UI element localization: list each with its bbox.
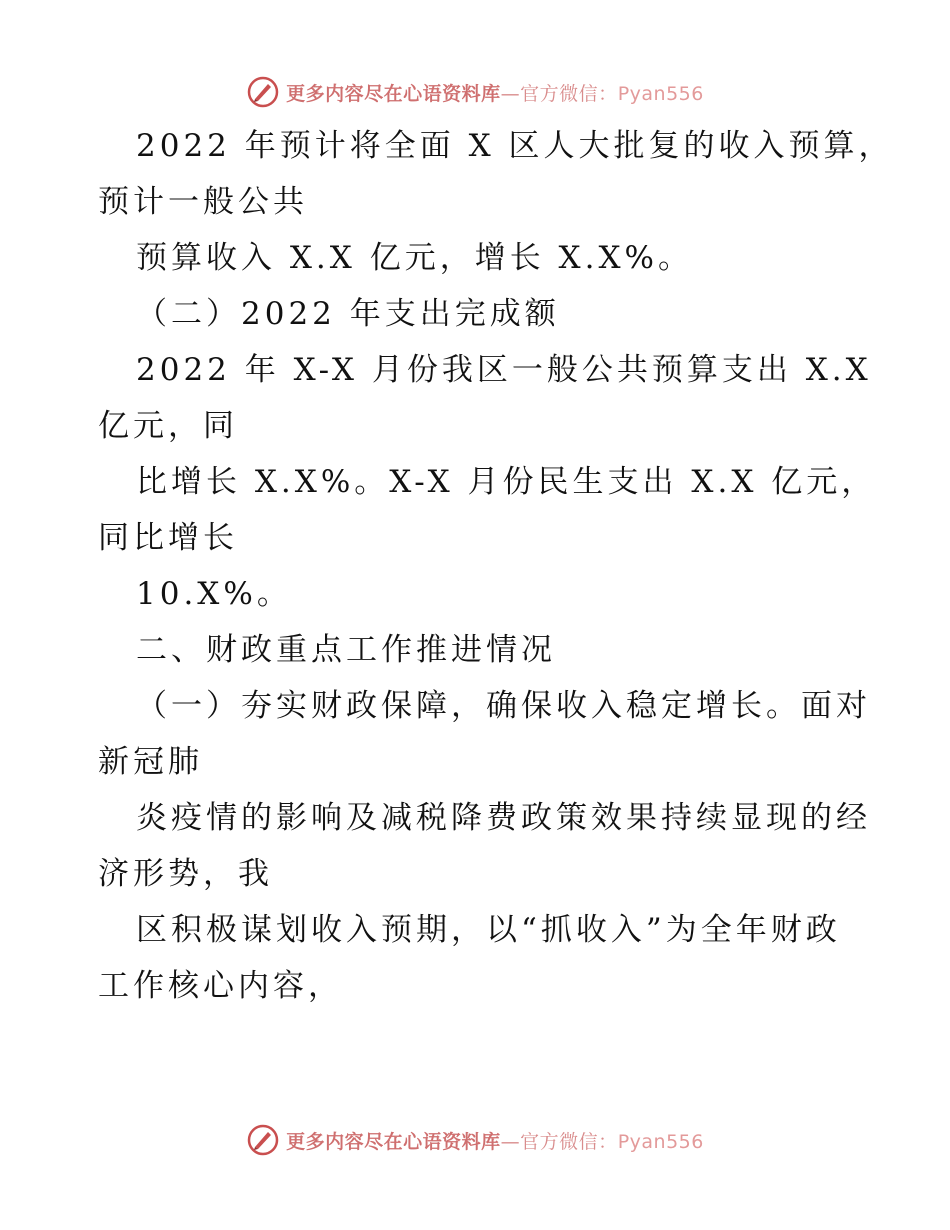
- watermark-text: [286, 79, 704, 106]
- text-line: 2022 年预计将全面 X 区人大批复的收入预算，: [136, 128, 894, 164]
- watermark-site-name: 更多内容尽在心语资料库: [286, 82, 501, 105]
- watermark-wechat-id: Pyan556: [617, 1130, 704, 1153]
- quill-pen-logo-icon: [246, 1123, 280, 1157]
- watermark-site-name: 更多内容尽在心语资料库: [286, 1130, 501, 1153]
- text-line: （一）夯实财政保障，确保收入稳定增长。面对: [136, 688, 871, 724]
- text-line: 同比增长: [98, 520, 238, 556]
- text-line: 济形势，我: [98, 856, 273, 892]
- text-line: 区积极谋划收入预期，以“抓收入”为全年财政: [136, 912, 841, 948]
- quill-pen-logo-icon: [246, 75, 280, 109]
- document-body: [98, 118, 894, 1014]
- text-line: 预算收入 X.X 亿元，增长 X.X%。: [136, 240, 694, 276]
- footer-watermark: [0, 1120, 950, 1160]
- watermark-wechat-id: Pyan556: [617, 82, 704, 105]
- text-line: 新冠肺: [98, 744, 203, 780]
- text-line: 10.X%。: [136, 576, 292, 612]
- text-line: 比增长 X.X%。X-X 月份民生支出 X.X 亿元，: [136, 464, 877, 500]
- section-heading: （二）2022 年支出完成额: [136, 296, 560, 332]
- text-line: 预计一般公共: [98, 184, 308, 220]
- text-line: 2022 年 X-X 月份我区一般公共预算支出 X.X: [136, 352, 872, 388]
- text-line: 工作核心内容，: [98, 968, 343, 1004]
- watermark-dash: —: [500, 82, 521, 105]
- watermark-wechat-label: 官方微信：: [520, 1130, 618, 1153]
- watermark-wechat-label: 官方微信：: [520, 82, 618, 105]
- section-heading: 二、财政重点工作推进情况: [136, 632, 556, 668]
- header-watermark: [0, 72, 950, 112]
- text-line: 亿元，同: [98, 408, 238, 444]
- text-line: 炎疫情的影响及减税降费政策效果持续显现的经: [136, 800, 871, 836]
- watermark-text: [286, 1127, 704, 1154]
- watermark-dash: —: [500, 1130, 521, 1153]
